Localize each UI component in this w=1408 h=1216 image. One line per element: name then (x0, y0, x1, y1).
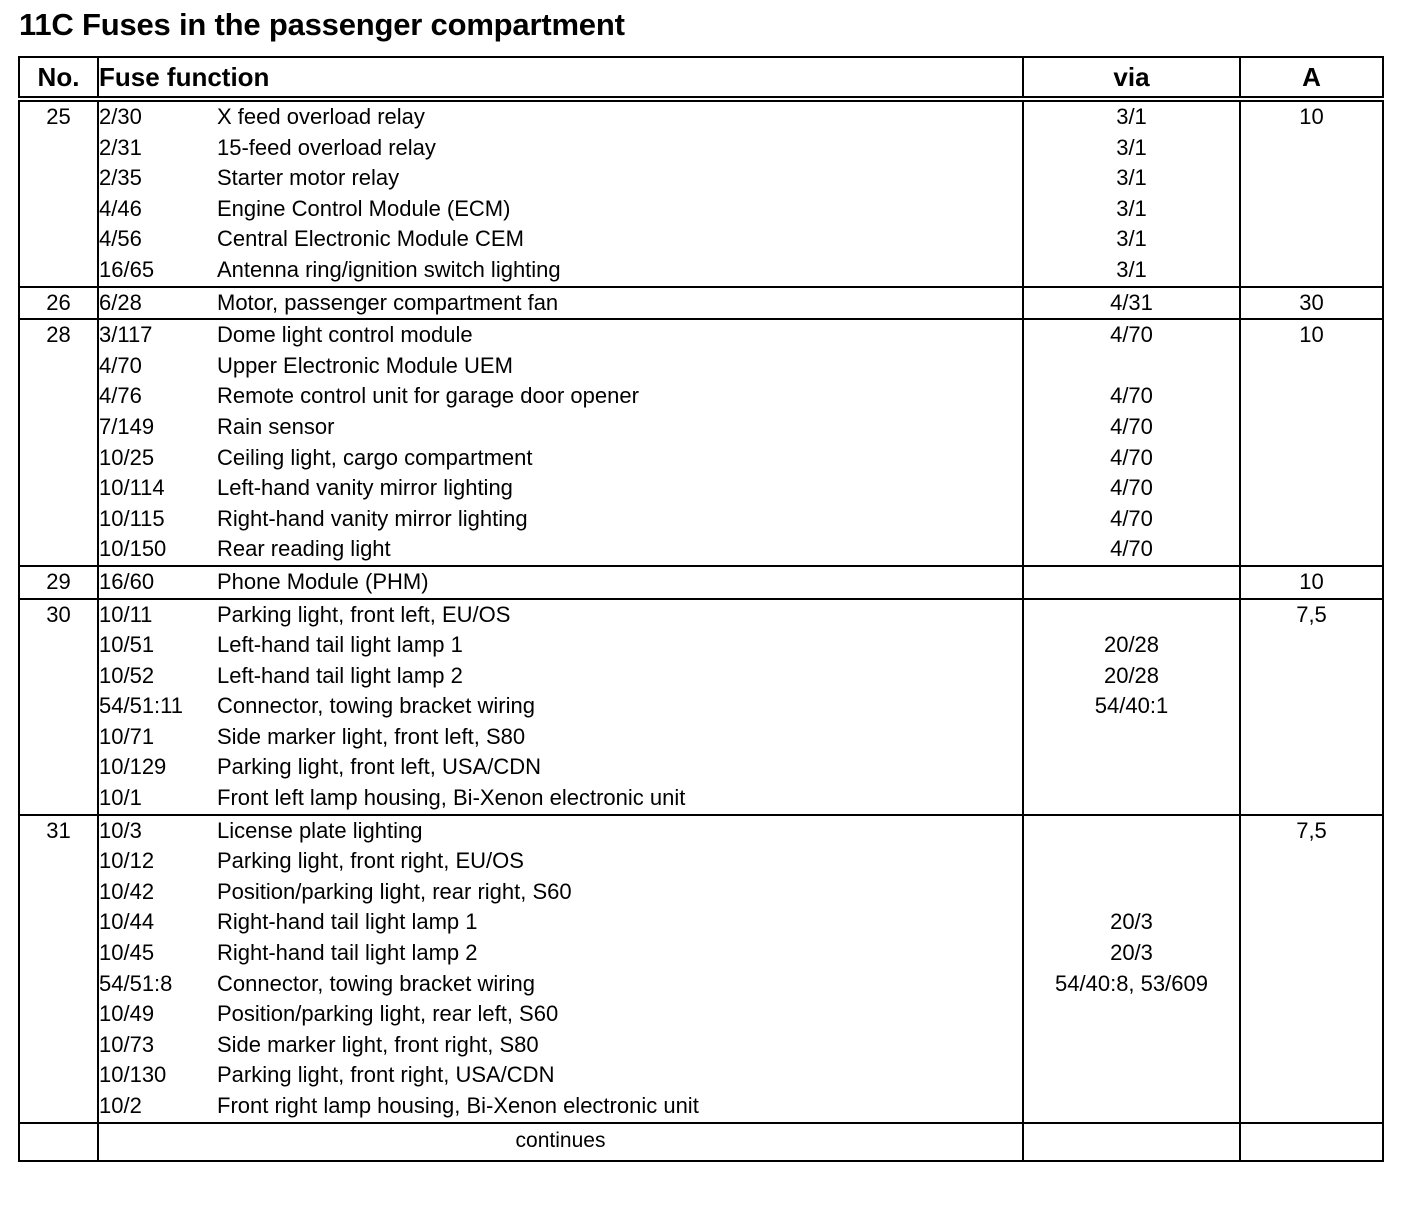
fuse-body (19, 99, 1383, 1123)
component-code: 4/70 (99, 352, 142, 378)
via-value: 4/70 (1110, 413, 1153, 439)
function-line (99, 288, 1022, 319)
via-value (1024, 1030, 1239, 1061)
fuse-row (19, 815, 1383, 1123)
function-line (99, 600, 1022, 631)
amperage-value: 10 (1299, 104, 1324, 129)
via-value: 20/3 (1110, 909, 1153, 935)
component-code: 10/12 (99, 848, 155, 874)
component-code: 10/130 (99, 1062, 167, 1088)
fuse-row (19, 566, 1383, 599)
component-code: 10/150 (99, 536, 167, 562)
component-description: Ceiling light, cargo compartment (217, 444, 533, 470)
page-title: 11C Fuses in the passenger compartment (19, 7, 625, 42)
function-line (99, 381, 1022, 412)
function-line (99, 194, 1022, 225)
via-value: 3/1 (1116, 134, 1147, 160)
via-value (1024, 846, 1239, 877)
component-code: 2/30 (99, 104, 142, 129)
fuse-function-cell (98, 815, 1023, 1123)
fuse-function-cell (98, 599, 1023, 815)
component-description: Right-hand tail light lamp 1 (217, 909, 478, 935)
component-code: 10/11 (99, 601, 153, 627)
fuse-number (19, 287, 98, 320)
component-code: 10/42 (99, 878, 155, 904)
via-value (1024, 999, 1239, 1030)
component-description: Position/parking light, rear left, S60 (217, 1001, 559, 1027)
component-code: 2/35 (99, 165, 142, 191)
function-line (99, 534, 1022, 565)
function-line (99, 473, 1022, 504)
footer-empty-cell (19, 1123, 98, 1161)
footer-empty-cell (1240, 1123, 1383, 1161)
function-line (99, 877, 1022, 908)
component-description: Right-hand vanity mirror lighting (217, 505, 528, 531)
component-description: Dome light control module (217, 322, 473, 348)
component-description: Front left lamp housing, Bi-Xenon electronic unit (217, 785, 686, 811)
amperage-value: 10 (1299, 568, 1324, 594)
amperage-cell (1240, 319, 1383, 566)
component-description: Parking light, front right, EU/OS (217, 848, 524, 874)
fuse-function-cell (98, 287, 1023, 320)
fuse-number (19, 319, 98, 566)
via-value: 4/70 (1110, 536, 1153, 562)
component-code: 16/60 (99, 568, 155, 594)
component-code: 54/51:8 (99, 970, 173, 996)
via-value: 3/1 (1116, 104, 1147, 129)
function-line (99, 630, 1022, 661)
via-value (1024, 351, 1239, 382)
component-code: 10/25 (99, 444, 155, 470)
component-code: 4/46 (99, 195, 142, 221)
function-line (99, 443, 1022, 474)
amperage-cell (1240, 287, 1383, 320)
function-line (99, 938, 1022, 969)
fuse-row (19, 599, 1383, 815)
component-code: 2/31 (99, 134, 142, 160)
fuse-row (19, 99, 1383, 287)
component-code: 16/65 (99, 256, 155, 282)
fuse-number (19, 599, 98, 815)
function-line (99, 320, 1022, 351)
component-code: 10/1 (99, 785, 142, 811)
function-line (99, 504, 1022, 535)
fuse-number (19, 815, 98, 1123)
amperage-value: 10 (1299, 322, 1324, 348)
component-description: Phone Module (PHM) (217, 568, 429, 594)
via-value: 3/1 (1116, 226, 1147, 252)
via-value (1024, 1060, 1239, 1091)
header-via: via (1023, 57, 1240, 99)
function-line (99, 691, 1022, 722)
component-code: 10/3 (99, 817, 142, 843)
function-line (99, 752, 1022, 783)
component-description: Connector, towing bracket wiring (217, 970, 535, 996)
via-value: 20/28 (1103, 662, 1160, 688)
component-code: 10/49 (99, 1001, 155, 1027)
fuse-table (18, 56, 1384, 1162)
header-row (19, 57, 1383, 99)
component-description: Left-hand vanity mirror lighting (217, 475, 513, 501)
via-cell (1023, 99, 1240, 287)
component-code: 10/2 (99, 1093, 142, 1118)
via-value: 3/1 (1116, 165, 1147, 191)
via-value: 4/70 (1110, 383, 1153, 409)
component-description: Right-hand tail light lamp 2 (217, 940, 478, 966)
amperage-cell (1240, 566, 1383, 599)
function-line (99, 1060, 1022, 1091)
function-line (99, 1030, 1022, 1061)
fuse-function-cell (98, 99, 1023, 287)
fuse-number-text: 29 (46, 568, 71, 594)
component-code: 54/51:11 (99, 693, 184, 719)
component-code: 10/73 (99, 1031, 155, 1057)
via-value: 4/70 (1110, 444, 1153, 470)
function-line (99, 133, 1022, 164)
amperage-cell (1240, 815, 1383, 1123)
via-value: 20/3 (1110, 940, 1153, 966)
via-value (1024, 567, 1239, 598)
component-code: 6/28 (99, 289, 142, 315)
component-description: Rain sensor (217, 413, 335, 439)
component-description: License plate lighting (217, 817, 423, 843)
function-line (99, 816, 1022, 847)
component-description: Upper Electronic Module UEM (217, 352, 513, 378)
via-value: 54/40:1 (1094, 693, 1169, 719)
function-line (99, 999, 1022, 1030)
component-description: Front right lamp housing, Bi-Xenon electronic unit (217, 1093, 699, 1118)
function-line (99, 412, 1022, 443)
component-description: Parking light, front right, USA/CDN (217, 1062, 555, 1088)
component-code: 10/115 (99, 505, 165, 531)
header-amperage: A (1240, 57, 1383, 99)
component-description: Starter motor relay (217, 165, 400, 191)
component-description: Connector, towing bracket wiring (217, 693, 535, 719)
component-code: 10/51 (99, 632, 155, 658)
fuse-number-text: 28 (46, 322, 71, 348)
function-line (99, 783, 1022, 814)
component-description: Left-hand tail light lamp 1 (217, 632, 463, 658)
function-line (99, 102, 1022, 133)
via-cell (1023, 287, 1240, 320)
component-description: Parking light, front left, USA/CDN (217, 754, 542, 780)
component-code: 3/117 (99, 322, 153, 348)
via-value: 4/70 (1110, 505, 1153, 531)
component-code: 10/71 (99, 723, 155, 749)
fuse-number-text: 31 (46, 817, 71, 843)
via-value (1024, 752, 1239, 783)
header-no: No. (19, 57, 98, 99)
fuse-row (19, 287, 1383, 320)
amperage-cell (1240, 99, 1383, 287)
component-description: Side marker light, front right, S80 (217, 1031, 539, 1057)
component-description: Motor, passenger compartment fan (217, 289, 559, 315)
via-value: 3/1 (1116, 256, 1147, 282)
via-value (1024, 722, 1239, 753)
component-description: X feed overload relay (217, 104, 425, 129)
component-description: Engine Control Module (ECM) (217, 195, 511, 221)
component-code: 10/45 (99, 940, 155, 966)
component-description: Position/parking light, rear right, S60 (217, 878, 572, 904)
amperage-value: 30 (1299, 289, 1324, 315)
component-code: 4/76 (99, 383, 142, 409)
via-value (1024, 783, 1239, 814)
function-line (99, 351, 1022, 382)
via-cell (1023, 599, 1240, 815)
component-description: 15-feed overload relay (217, 134, 436, 160)
component-description: Central Electronic Module CEM (217, 226, 524, 252)
continues-label: continues (98, 1123, 1023, 1161)
header-fuse-function: Fuse function (98, 57, 1023, 99)
component-code: 10/114 (99, 475, 165, 501)
component-description: Side marker light, front left, S80 (217, 723, 526, 749)
component-description: Antenna ring/ignition switch lighting (217, 256, 561, 282)
amperage-value: 7,5 (1296, 817, 1327, 843)
via-value: 4/70 (1110, 322, 1153, 348)
fuse-number-text: 30 (46, 601, 71, 627)
function-line (99, 255, 1022, 286)
fuse-row (19, 319, 1383, 566)
via-value: 4/31 (1110, 289, 1153, 315)
component-description: Rear reading light (217, 536, 391, 562)
function-line (99, 969, 1022, 1000)
function-line (99, 722, 1022, 753)
component-description: Parking light, front left, EU/OS (217, 601, 511, 627)
function-line (99, 163, 1022, 194)
via-value: 4/70 (1110, 475, 1153, 501)
via-value: 20/28 (1103, 632, 1160, 658)
via-value (1024, 1091, 1239, 1122)
continues-row (19, 1123, 1383, 1161)
fuse-function-cell (98, 566, 1023, 599)
function-line (99, 846, 1022, 877)
amperage-value: 7,5 (1296, 601, 1327, 627)
function-line (99, 907, 1022, 938)
fuse-function-cell (98, 319, 1023, 566)
function-line (99, 1091, 1022, 1122)
component-description: Left-hand tail light lamp 2 (217, 662, 463, 688)
amperage-cell (1240, 599, 1383, 815)
component-description: Remote control unit for garage door opener (217, 383, 639, 409)
component-code: 10/44 (99, 909, 155, 935)
via-value (1024, 600, 1239, 631)
footer-empty-cell (1023, 1123, 1240, 1161)
function-line (99, 661, 1022, 692)
component-code: 7/149 (99, 413, 155, 439)
fuse-number (19, 566, 98, 599)
via-value (1024, 877, 1239, 908)
fuse-number-text: 25 (46, 104, 71, 129)
via-cell (1023, 319, 1240, 566)
via-value: 3/1 (1116, 195, 1147, 221)
fuse-number (19, 99, 98, 287)
component-code: 10/129 (99, 754, 167, 780)
via-value: 54/40:8, 53/609 (1055, 970, 1208, 996)
function-line (99, 567, 1022, 598)
via-cell (1023, 815, 1240, 1123)
fuse-number-text: 26 (46, 289, 71, 315)
via-cell (1023, 566, 1240, 599)
component-code: 4/56 (99, 226, 142, 252)
function-line (99, 224, 1022, 255)
via-value (1024, 816, 1239, 847)
component-code: 10/52 (99, 662, 155, 688)
